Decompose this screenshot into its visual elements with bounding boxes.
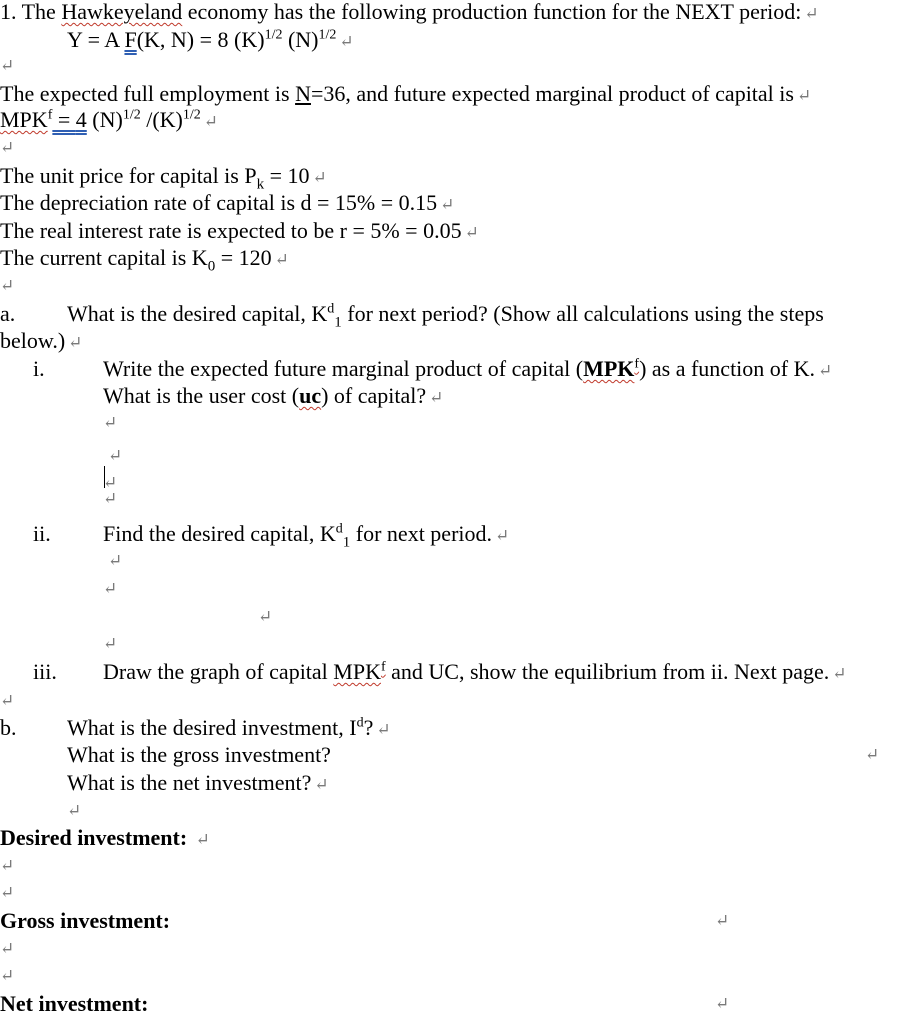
employment-text bbox=[0, 81, 811, 109]
employment-n: N bbox=[295, 81, 311, 106]
paragraph-mark: ↵ bbox=[195, 830, 210, 849]
paragraph-mark: ↵ bbox=[108, 551, 123, 570]
part-a-i-question bbox=[103, 356, 832, 384]
question-number: 1. bbox=[0, 0, 22, 24]
mpk-exponent-2: 1/2 bbox=[182, 107, 201, 123]
paragraph-mark: ↵ bbox=[804, 4, 819, 23]
part-a-ii-label: ii. bbox=[33, 521, 51, 546]
unit-price-subscript: k bbox=[256, 176, 265, 193]
part-a-i-usercost bbox=[103, 383, 443, 411]
paragraph-mark: ↵ bbox=[818, 361, 833, 380]
paragraph-mark: ↵ bbox=[832, 664, 847, 683]
desired-investment-label: Desired investment: bbox=[0, 825, 193, 850]
paragraph-mark: ↵ bbox=[464, 223, 479, 242]
current-capital-subscript: 0 bbox=[207, 258, 216, 275]
net-investment-answer bbox=[0, 991, 148, 1017]
employment-text-2: =36, and future expected marginal product of capital is bbox=[310, 81, 794, 106]
part-b-q2 bbox=[67, 742, 331, 768]
part-a-sub: 1 bbox=[334, 314, 342, 331]
unit-price-text: The unit price for capital is P bbox=[0, 163, 257, 188]
depreciation-line bbox=[0, 190, 454, 218]
part-a-i-sup: f bbox=[634, 356, 640, 372]
economy-name: Hawkeyeland bbox=[61, 0, 183, 24]
gross-investment-answer bbox=[0, 908, 170, 934]
part-b-q3 bbox=[67, 770, 329, 798]
part-a-label: a. bbox=[0, 301, 16, 326]
paragraph-mark: ↵ bbox=[103, 413, 118, 432]
part-a-i-text-2: ) as a function of K. bbox=[639, 356, 816, 381]
paragraph-mark: ↵ bbox=[68, 333, 83, 352]
part-a-question bbox=[67, 301, 824, 331]
mpk-n: (N) bbox=[86, 107, 123, 132]
depreciation-text: The depreciation rate of capital is d = 15% = 0.15 bbox=[0, 190, 438, 215]
part-b-q2-text: What is the gross investment? bbox=[67, 742, 331, 767]
current-capital-line bbox=[0, 245, 289, 273]
mpk-formula bbox=[0, 107, 218, 135]
part-a-text-1: What is the desired capital, K bbox=[67, 301, 328, 326]
mpk-k: /(K) bbox=[140, 107, 183, 132]
current-capital-value: = 120 bbox=[215, 245, 272, 270]
paragraph-mark: ↵ bbox=[0, 939, 15, 958]
part-a-ii-sup: d bbox=[335, 521, 343, 537]
production-function bbox=[67, 27, 354, 55]
part-b-q1-text: What is the desired investment, I bbox=[67, 715, 357, 740]
paragraph-mark: ↵ bbox=[796, 86, 812, 105]
part-a-ii-question bbox=[103, 521, 509, 549]
mpk-label: MPK bbox=[0, 107, 48, 132]
paragraph-mark: ↵ bbox=[715, 911, 730, 930]
paragraph-mark: ↵ bbox=[0, 276, 15, 295]
desired-investment-answer bbox=[0, 825, 210, 853]
paragraph-mark: ↵ bbox=[0, 138, 15, 157]
formula-function: F bbox=[124, 27, 137, 52]
part-a-iii-text-2: and UC, show the equilibrium from ii. Next page. bbox=[385, 659, 830, 684]
part-b-q1 bbox=[67, 715, 391, 743]
part-a-ii-sub: 1 bbox=[342, 534, 351, 551]
paragraph-mark: ↵ bbox=[865, 745, 880, 764]
part-b-q1-sup: d bbox=[356, 715, 364, 731]
part-a-i-text-1: Write the expected future marginal product of capital ( bbox=[103, 356, 584, 381]
part-a-i-text-3: What is the user cost ( bbox=[103, 383, 300, 408]
paragraph-mark: ↵ bbox=[108, 446, 123, 465]
part-a-i-label: i. bbox=[33, 356, 45, 381]
header-text-rest: economy has the following production function for the NEXT period: bbox=[182, 0, 802, 24]
part-a-i-mpk: MPK bbox=[583, 356, 635, 381]
paragraph-mark: ↵ bbox=[429, 388, 444, 407]
paragraph-mark: ↵ bbox=[376, 720, 391, 739]
paragraph-mark: ↵ bbox=[339, 32, 354, 51]
part-a-iii-text-1: Draw the graph of capital bbox=[103, 659, 334, 684]
gross-investment-label: Gross investment: bbox=[0, 908, 171, 933]
part-b-q3-text: What is the net investment? bbox=[67, 770, 312, 795]
part-a-iii-mpk: MPK bbox=[333, 659, 381, 684]
employment-text-1: The expected full employment is bbox=[0, 81, 296, 106]
net-investment-label: Net investment: bbox=[0, 991, 149, 1016]
formula-text-mid: (K, N) = 8 (K) bbox=[136, 27, 265, 52]
paragraph-mark: ↵ bbox=[495, 526, 510, 545]
formula-exponent-2: 1/2 bbox=[318, 27, 337, 43]
paragraph-mark: ↵ bbox=[312, 168, 327, 187]
part-a-iii-question bbox=[103, 659, 847, 687]
unit-price-value: = 10 bbox=[264, 163, 310, 188]
paragraph-mark: ↵ bbox=[103, 473, 118, 492]
part-a-sup: d bbox=[327, 301, 335, 317]
part-a-i-uc: uc bbox=[299, 383, 322, 408]
current-capital-text: The current capital is K bbox=[0, 245, 208, 270]
part-a-i-text-4: ) of capital? bbox=[321, 383, 427, 408]
part-a-iii-label: iii. bbox=[33, 659, 57, 684]
part-a-ii-text-2: for next period. bbox=[350, 521, 493, 546]
interest-text: The real interest rate is expected to be r = 5% = 0.05 bbox=[0, 218, 462, 243]
question-header bbox=[0, 0, 819, 27]
formula-text-n: (N) bbox=[282, 27, 319, 52]
mpk-equals: = bbox=[52, 107, 76, 132]
formula-text: Y = A bbox=[67, 27, 125, 52]
paragraph-mark: ↵ bbox=[274, 250, 289, 269]
paragraph-mark: ↵ bbox=[103, 579, 118, 598]
paragraph-mark: ↵ bbox=[0, 56, 15, 75]
paragraph-mark: ↵ bbox=[67, 801, 82, 820]
mpk-superscript: f bbox=[47, 107, 53, 123]
paragraph-mark: ↵ bbox=[715, 994, 730, 1013]
part-a-cont-text: below.) bbox=[0, 328, 66, 353]
paragraph-mark: ↵ bbox=[0, 966, 15, 985]
paragraph-mark: ↵ bbox=[0, 856, 15, 875]
paragraph-mark: ↵ bbox=[103, 634, 118, 653]
part-a-continuation bbox=[0, 328, 82, 356]
interest-line bbox=[0, 218, 479, 246]
paragraph-mark: ↵ bbox=[258, 607, 273, 626]
unit-price-line bbox=[0, 163, 327, 191]
part-b-q1-end: ? bbox=[363, 715, 374, 740]
paragraph-mark: ↵ bbox=[314, 775, 329, 794]
header-text: The bbox=[21, 0, 62, 24]
mpk-coefficient: 4 bbox=[75, 107, 87, 132]
paragraph-mark: ↵ bbox=[0, 691, 15, 710]
paragraph-mark: ↵ bbox=[440, 195, 455, 214]
part-a-ii-text-1: Find the desired capital, K bbox=[103, 521, 336, 546]
formula-exponent: 1/2 bbox=[264, 27, 283, 43]
paragraph-mark: ↵ bbox=[0, 883, 15, 902]
paragraph-mark: ↵ bbox=[203, 112, 219, 131]
part-a-text-2: for next period? (Show all calculations using the steps bbox=[341, 301, 824, 326]
part-b-label: b. bbox=[0, 715, 17, 740]
mpk-exponent: 1/2 bbox=[122, 107, 141, 123]
paragraph-mark: ↵ bbox=[103, 489, 118, 508]
part-a-iii-sup: f bbox=[380, 659, 386, 675]
